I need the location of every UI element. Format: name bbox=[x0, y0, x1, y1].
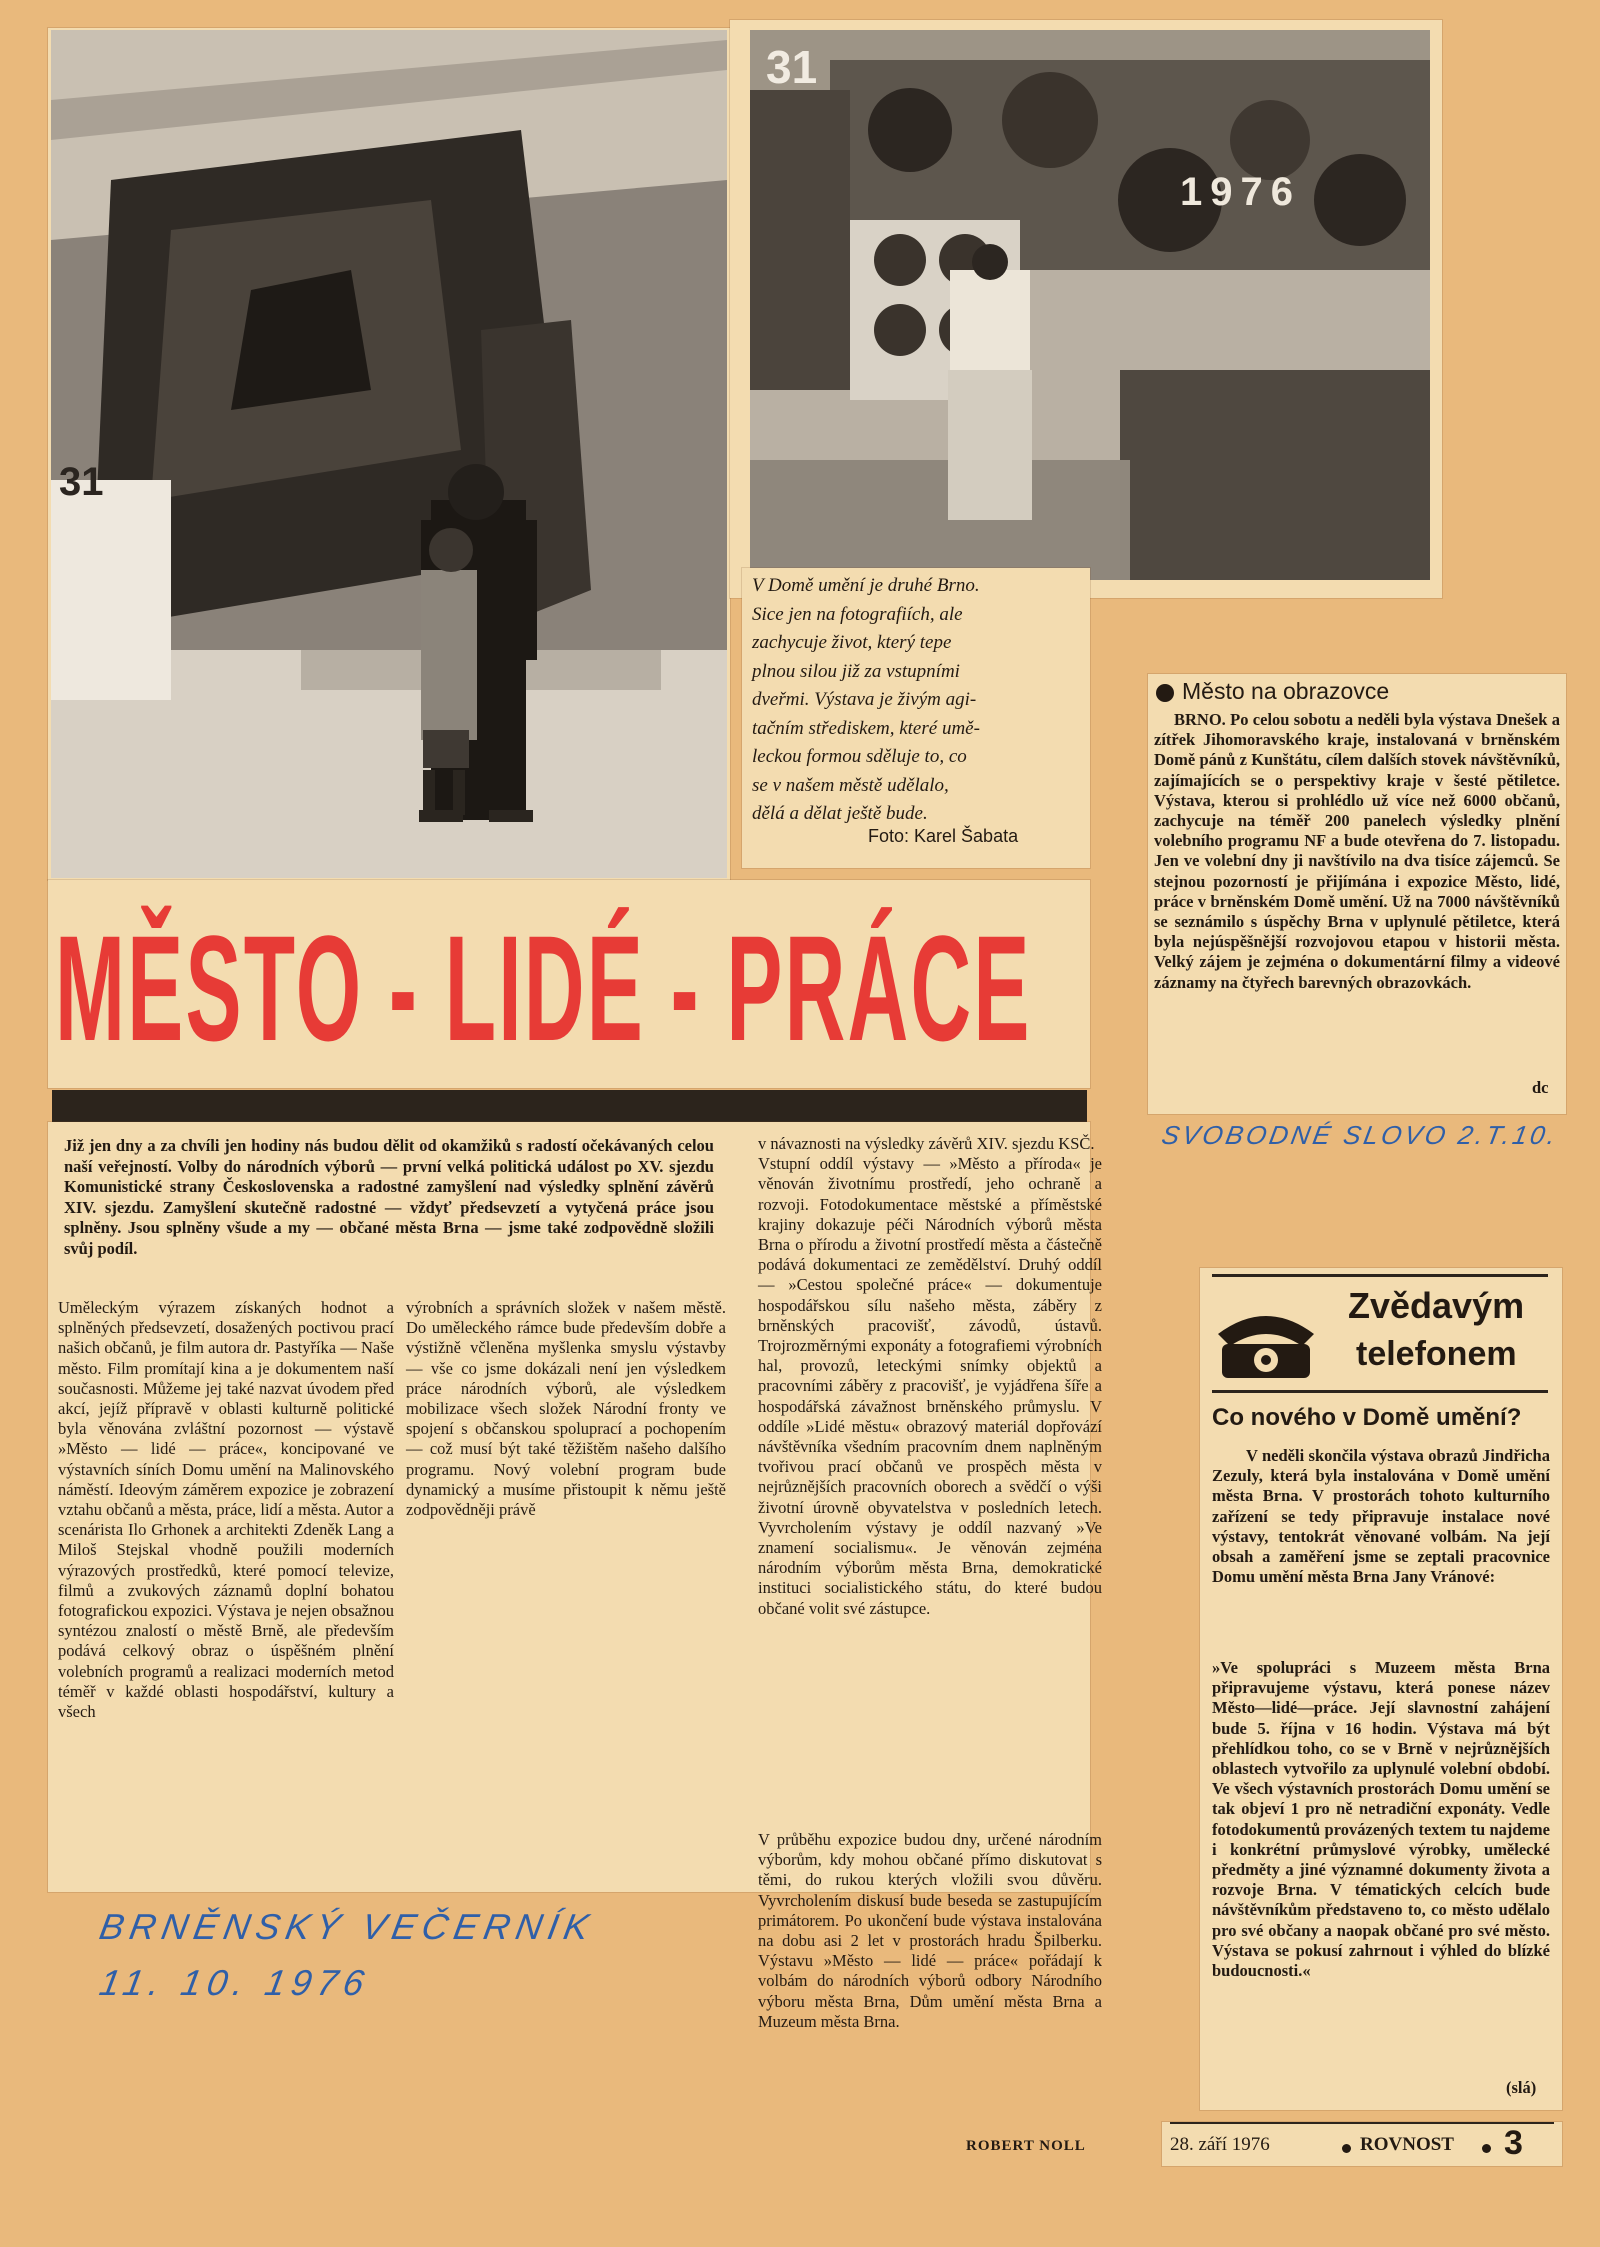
panel-numbers-text: 1976 bbox=[1180, 170, 1301, 214]
brief-clipping bbox=[1148, 674, 1566, 1114]
handwritten-source-left: BRNĚNSKÝ VEČERNÍK bbox=[96, 1906, 598, 1947]
phone-section-clipping bbox=[1200, 1268, 1562, 2110]
phone-title-line1: Zvědavým bbox=[1348, 1285, 1525, 1326]
photo-caption: V Domě umění je druhé Brno. Sice jen na fotografiích, ale zachycuje život, který tepe plnou silou již za vstupními dveřmi. Výstava je živým agi- tačním střediskem, které umě- leckou formou sděluje to, co se v našem městě udělalo, dělá a dělat ještě bude. bbox=[752, 575, 980, 824]
photo-left-clipping bbox=[48, 28, 730, 880]
photo-right bbox=[750, 30, 1430, 580]
article-lead: Již jen dny a za chvíli jen hodiny nás budou dělit od okamžiků s radostí očekávaných celou naší veřejností. Volby do národních výborů — první velká politická událost po XV. sjezdu Komunistické strany Československa a radostné zamyšlení nad výsledky splnění závěrů XIV. sjezdu. Zamyšlení skutečně radostné — vždyť předsevzetí a vytyčená práce jsou splněny. Jsou splněny všude a my — občané města Brna — jsme také zodpovědně složili svůj podíl. bbox=[64, 1136, 714, 1258]
article-col3: v návaznosti na výsledky závěrů XIV. sjezdu KSČ. Vstupní oddíl výstavy — »Město a příroda« je věnován životnímu prostředí, jeho ochraně a rozvoji. Fotodokumentace městské a příměstské krajiny dokazuje péči Národních výborů města Brna o přírodu a životní prostředí města a částečně podává dokumentaci ze zemědělství. Druhý oddíl — »Cestou společné práce« — dokumentuje hospodářskou sílu našeho města, záběry z brněnských pracovišť, závodů, ústavů. Trojrozměrnými exponáty a fotografiemi výrobních hal, provozů, leteckými snímky objektů a pracovními záběry z pracovišť, je vyjádřena šíře a hospodářská závažnost brněnského průmyslu. V oddíle »Lidé městu« obrazový materiál dopřovází návštěvníka všedním pracovním dnem naplněným tvořivou prací občanů ve prospěch města v nejrůznějších pracovních oborech a svědčí o výši životní úrovně obyvatelstva v posledních letech. Vyvrcholením výstavy je oddíl nazvaný »Ve znamení socialismu«. Je věnován zejména národním výborům města Brna, demokratické instituci socialistického státu, do které budou občané volit své zástupce. bbox=[758, 1134, 1102, 1618]
headline-rule bbox=[52, 1090, 1087, 1122]
photo-right-clipping bbox=[730, 20, 1442, 598]
phone-mid-rule bbox=[1212, 1390, 1548, 1393]
footer-page-number: 3 bbox=[1504, 2124, 1523, 2162]
phone-top-rule bbox=[1212, 1274, 1548, 1277]
article-col3b: V průběhu expozice budou dny, určené národním výborům, kdy mohou občané přímo diskutovat s těmi, do rukou kterých vložili svou důvěru. Vyvrcholením diskusí bude beseda se zastupujícím primátorem. Po ukončení bude výstava instalována na dobu asi 2 let v prostorách hradu Špilberku. Výstavu »Město — lidé — práce« pořádají k volbám do národních výborů odbory Národního výboru města Brna, Dům umění města Brna a Muzeum města Brna. bbox=[758, 1830, 1102, 2031]
phone-question: Co nového v Domě umění? bbox=[1212, 1404, 1522, 1431]
handwritten-note-right: SVOBODNÉ SLOVO 2.T.10. bbox=[1159, 1120, 1561, 1150]
backdrop-logo-text: 31 bbox=[59, 460, 104, 504]
telephone-icon bbox=[1214, 1304, 1318, 1382]
brief-sign: dc bbox=[1532, 1078, 1549, 1097]
footer-paper-name: ROVNOST bbox=[1360, 2134, 1454, 2155]
phone-intro: V neděli skončila výstava obrazů Jindřicha Zezuly, která byla instalována v Domě umění města Brna. V prostorách tohoto kulturního zařízení se tedy připravuje instalace nové výstavy, tentokrát věnované volbám. Na její obsah a zaměření jsme se zeptali pracovnice Domu umění města Brna Jany Vránové: bbox=[1212, 1446, 1550, 1587]
photo-left bbox=[51, 30, 727, 878]
handwritten-date-left: 11. 10. 1976 bbox=[96, 1962, 374, 2003]
phone-title-line2: telefonem bbox=[1356, 1335, 1517, 1373]
phone-answer: »Ve spolupráci s Muzeem města Brna připravujeme výstavu, která ponese název Město—lidé—práce. Její slavnostní zahájení bude 5. října v 16 hodin. Výstava má být přehlídkou toho, co se v Brně v nejrůznějších oblastech vytvořilo za uplynulé volební období. Ve všech výstavních prostorách Domu umění se tak objeví 1 pro ně netradiční exponáty. Vedle fotodokumentů provázených textem tu najdeme i konkrétní průmyslové výrobky, umělecké předměty a jiné významné dokumenty života a rozvoje Brna. V tématických celcích bude návštěvníkům představeno to, co město udělalo pro své občany a naopak občané pro své město. Výstava se pokusí zahrnout i výhled do blízké budoucnosti.« bbox=[1212, 1658, 1550, 1981]
photo-credit: Foto: Karel Šabata bbox=[868, 826, 1019, 846]
brief-title: Město na obrazovce bbox=[1182, 678, 1390, 704]
article-col2: výrobních a správních složek v našem městě. Do uměleckého rámce bude především dobře a výstižně včleněna myšlenka smyslu výstavby — vše co jsme dokázali není jen výsledkem práce národních výborů, ale výsledkem mobilizace všech složek Národní fronty ve spojení s občanskou spoluprací a pochopením — což musí být také těžištěm našeho dalšího programu. Nový volební program bude dynamický a musíme přistoupit k němu ještě zodpovědněji právě bbox=[406, 1298, 726, 1520]
phone-sign: (slá) bbox=[1506, 2078, 1537, 2097]
panel-top-text: 31 bbox=[766, 41, 818, 93]
footer-date: 28. září 1976 bbox=[1170, 2134, 1270, 2155]
footer-clipping bbox=[1162, 2122, 1562, 2166]
footer-bullet-2 bbox=[1482, 2144, 1491, 2153]
brief-bullet-icon bbox=[1156, 684, 1174, 702]
brief-text: BRNO. Po celou sobotu a neděli byla výstava Dnešek a zítřek Jihomoravského kraje, instalovaná v brněnském Domě pánů z Kunštátu, cílem dalších stovek návštěvníků, zajímajících se o perspektivy kraje v šesté pětiletce. Výstava, kterou si prohlédlo už více než 6000 občanů, zachycuje na téměř 200 panelech výsledky plnění volebního programu NF a bude otevřena do 7. listopadu. Jen ve volební dny ji navštívilo na dva tisíce zájemců. Se stejnou pozorností je přijímána i expozice Město, lidé, práce v brněnském Domě umění. Už na 7000 návštěvníků se seznámilo s úspěchy Brna v uplynulé pětiletce, která byla nejúspěšnější rozvojovou etapou v historii města. Velký zájem je zejména o dokumentární filmy a videové záznamy na čtyřech barevných obrazovkách. bbox=[1154, 710, 1560, 992]
article-author: ROBERT NOLL bbox=[966, 2138, 1086, 2154]
article-col1: Uměleckým výrazem získaných hodnot a splněných předsevzetí, dosažených poctivou prací našich občanů, je film autora dr. Pastyříka — Naše město. Film promítají kina a je dokumentem naší současnosti. Můžeme jej také nazvat úvodem před akcí, jejíž přípravě v oblasti kulturně politické byla věnována zvláštní pozornost — výstavě »Město — lidé — práce«, koncipované ve výstavních síních Domu umění na Malinovského náměstí. Ideovým záměrem expozice je zobrazení vztahu občanů a města, práce, lidí a města. Autor a scenárista Ilo Grhonek a architekti Zdeněk Lang a Miloš Stejskal vhodně použili moderních výrazových prostředků, které pomocí televize, filmů a zvukových záznamů doplní bohatou fotografickou expozici. Výstava je nejen obsažnou syntézou znalostí o městě Brně, ale především podává celkový obraz o úspěšném plnění volebních programů a realizaci moderních metod téměř v každé oblasti hospodářství, kultury a všech bbox=[58, 1298, 394, 1722]
caption-clipping bbox=[742, 568, 1090, 868]
footer-bullet-1 bbox=[1342, 2144, 1351, 2153]
headline: MĚSTO - LIDÉ - PRÁCE bbox=[55, 904, 1032, 1072]
footer-rule bbox=[1170, 2122, 1554, 2124]
